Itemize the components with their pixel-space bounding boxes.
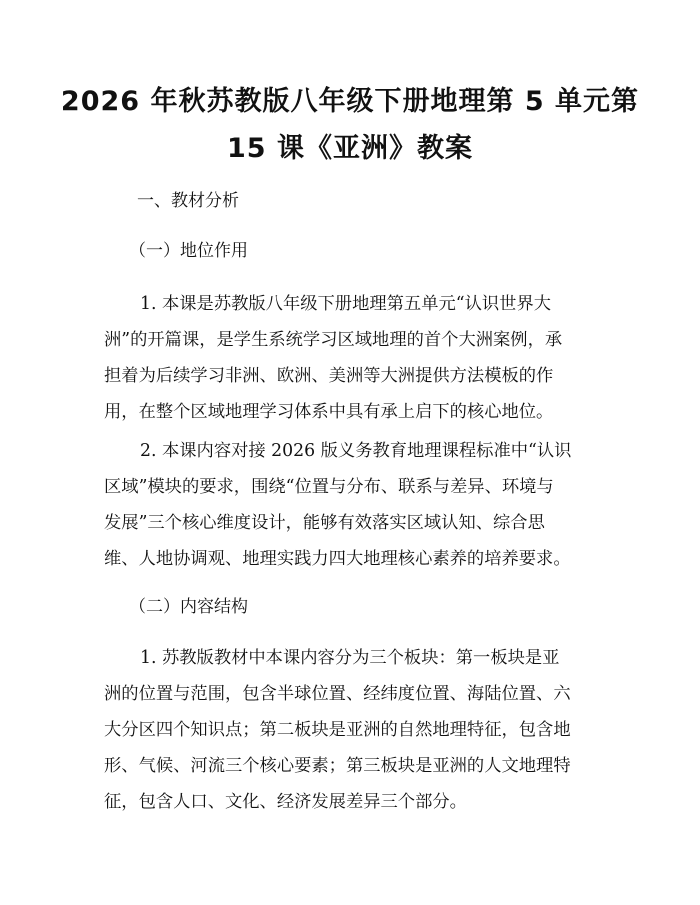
paragraph-position-role-2 (104, 433, 604, 577)
paragraph-line: 形、气候、河流三个核心要素；第三板块是亚洲的人文地理特 (104, 756, 571, 776)
paragraph-content-structure-1 (104, 640, 604, 820)
document-title-line-1: 2026 年秋苏教版八年级下册地理第 5 单元第 (60, 86, 640, 117)
section-heading-textbook-analysis: 一、教材分析 (137, 191, 239, 211)
paragraph-line: 发展”三个核心维度设计，能够有效落实区域认知、综合思 (104, 513, 545, 533)
paragraph-line: 担着为后续学习非洲、欧洲、美洲等大洲提供方法模板的作 (104, 366, 554, 386)
paragraph-line: 征，包含人口、文化、经济发展差异三个部分。 (104, 792, 467, 812)
paragraph-line: 1. 苏教版教材中本课内容分为三个板块：第一板块是亚 (140, 648, 560, 668)
paragraph-line: 1. 本课是苏教版八年级下册地理第五单元“认识世界大 (140, 294, 552, 314)
paragraph-line: 大分区四个知识点；第二板块是亚洲的自然地理特征，包含地 (104, 720, 571, 740)
paragraph-line: 2. 本课内容对接 2026 版义务教育地理课程标准中“认识 (140, 441, 572, 461)
paragraph-position-role-1 (104, 286, 604, 430)
paragraph-line: 洲”的开篇课，是学生系统学习区域地理的首个大洲案例，承 (104, 330, 563, 350)
subsection-heading-position-role: （一）地位作用 (129, 241, 248, 261)
paragraph-line: 用，在整个区域地理学习体系中具有承上启下的核心地位。 (104, 402, 554, 422)
paragraph-line: 洲的位置与范围，包含半球位置、经纬度位置、海陆位置、六 (104, 684, 571, 704)
document-title-line-2: 15 课《亚洲》教案 (227, 133, 473, 164)
paragraph-line: 区域”模块的要求，围绕“位置与分布、联系与差异、环境与 (104, 477, 554, 497)
subsection-heading-content-structure: （二）内容结构 (129, 597, 248, 617)
paragraph-line: 维、人地协调观、地理实践力四大地理核心素养的培养要求。 (104, 549, 571, 569)
